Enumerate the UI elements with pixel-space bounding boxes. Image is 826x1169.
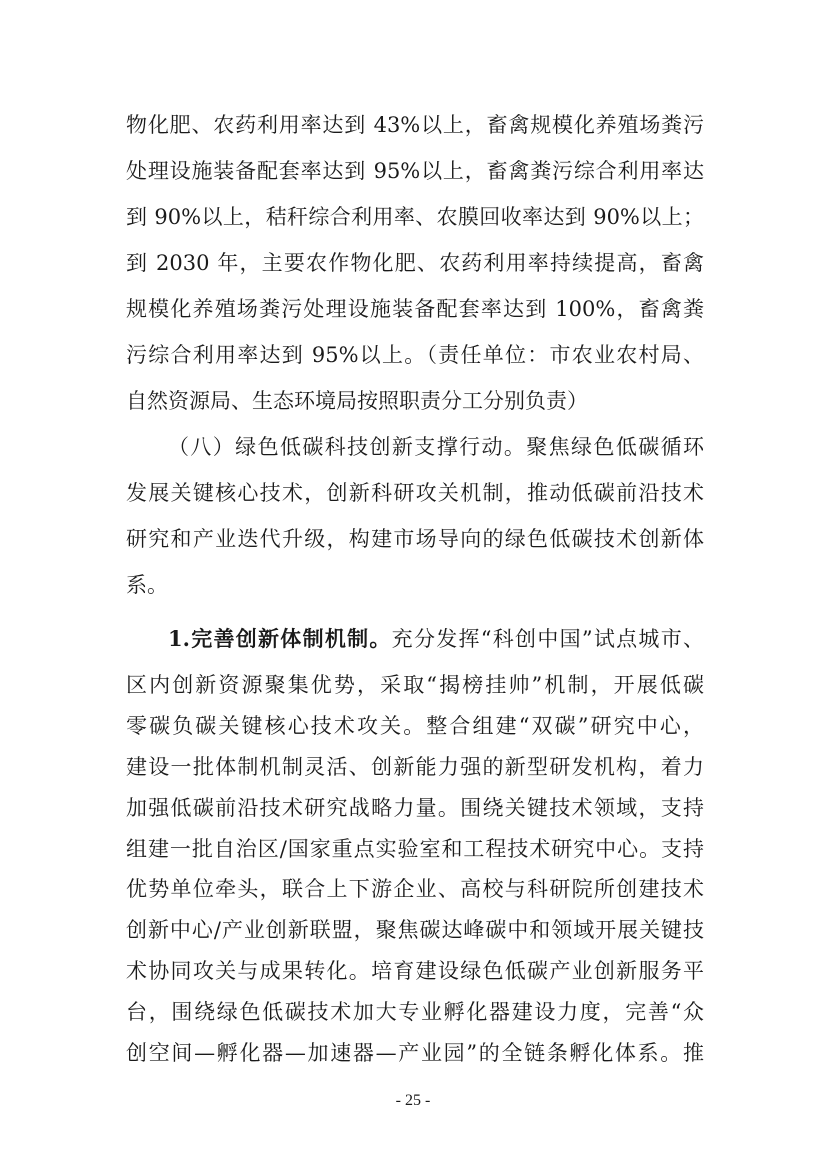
text-line: 污综合利用率达到 95%以上。（责任单位：市农业农村局、	[126, 343, 704, 367]
text-line: 物化肥、农药利用率达到 43%以上，畜禽规模化养殖场粪污	[126, 113, 704, 137]
text-line: 优势单位牵头，联合上下游企业、高校与科研院所创建技术	[126, 877, 704, 901]
text-line: 组建一批自治区/国家重点实验室和工程技术研究中心。支持	[126, 837, 704, 861]
section-heading-line: （八）绿色低碳科技创新支撑行动。聚焦绿色低碳循环	[168, 435, 704, 459]
text-line: 区内创新资源聚集优势，采取“揭榜挂帅”机制，开展低碳	[126, 673, 704, 697]
text-line: 到 90%以上，秸秆综合利用率、农膜回收率达到 90%以上；	[126, 205, 704, 229]
text-line: 研究和产业迭代升级，构建市场导向的绿色低碳技术创新体	[126, 527, 704, 551]
text-line: 发展关键核心技术，创新科研攻关机制，推动低碳前沿技术	[126, 481, 704, 505]
text-line: 处理设施装备配套率达到 95%以上，畜禽粪污综合利用率达	[126, 159, 704, 183]
text-line: 建设一批体制机制灵活、创新能力强的新型研发机构，着力	[126, 755, 704, 779]
text-line: 规模化养殖场粪污处理设施装备配套率达到 100%，畜禽粪	[126, 297, 704, 321]
text-line: 零碳负碳关键核心技术攻关。整合组建“双碳”研究中心，	[126, 714, 704, 738]
text-line: 系。	[126, 573, 168, 597]
text-line: 创空间—孵化器—加速器—产业园”的全链条孵化体系。推	[126, 1041, 704, 1065]
page-number: - 25 -	[395, 1092, 431, 1109]
text-line: 到 2030 年，主要农作物化肥、农药利用率持续提高，畜禽	[126, 251, 704, 275]
subsection-first-text: 充分发挥“科创中国”试点城市、	[391, 627, 704, 651]
subsection-first-line	[168, 625, 704, 653]
text-line: 术协同攻关与成果转化。培育建设绿色低碳产业创新服务平	[126, 959, 704, 983]
text-line: 创新中心/产业创新联盟，聚焦碳达峰碳中和领域开展关键技	[126, 918, 704, 942]
text-line: 自然资源局、生态环境局按照职责分工分别负责）	[126, 389, 588, 413]
text-line: 台，围绕绿色低碳技术加大专业孵化器建设力度，完善“众	[126, 1000, 704, 1024]
text-line: 加强低碳前沿技术研究战略力量。围绕关键技术领域，支持	[126, 796, 704, 820]
subsection-heading: 1.完善创新体制机制。	[168, 626, 392, 651]
